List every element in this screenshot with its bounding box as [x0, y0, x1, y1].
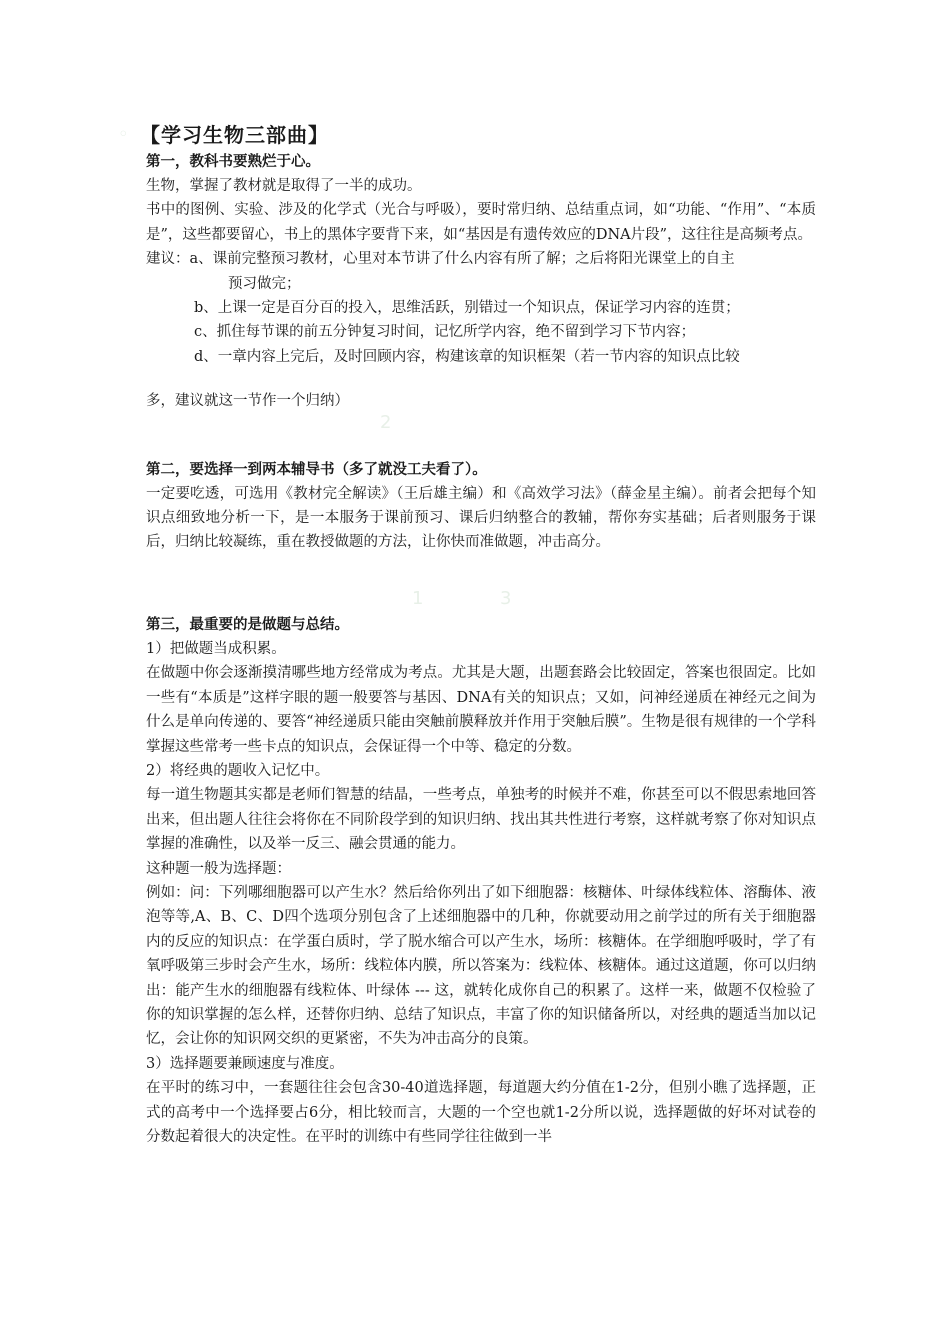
watermark-2: 2 [380, 412, 392, 433]
section-1-paragraph-2: 书中的图例、实验、涉及的化学式（光合与呼吸），要时常归纳、总结重点词，如“功能、“作用”、“本质是”，这些都要留心，书上的黑体字要背下来，如“基因是有遗传效应的DNA片段”，这往往是高频考点。 [146, 202, 816, 243]
watermark-mark: ◦ [118, 124, 129, 145]
suggestion-a: 建议：a、课前完整预习教材，心里对本节讲了什么内容有所了解；之后将阳光课堂上的自主 [146, 251, 735, 268]
suggestion-d: d、一章内容上完后，及时回顾内容，构建该章的知识框架（若一节内容的知识点比较 [194, 348, 740, 365]
section-3-paragraph-5: 在平时的练习中，一套题往往会包含30-40道选择题，每道题大约分值在1-2分，但别小瞧了选择题，正式的高考中一个选择要占6分，相比较而言，大题的一个空也就1-2分所以说，选择题做的好坏对试卷的分数起着很大的决定性。在平时的训练中有些同学往往做到一半 [146, 1080, 816, 1145]
section-3-paragraph-2: 每一道生物题其实都是老师们智慧的结晶，一些考点，单独考的时候并不难，你甚至可以不假思索地回答出来，但出题人往往会将你在不同阶段学到的知识归纳、找出其共性进行考察，这样就考察了你对知识点掌握的准确性，以及举一反三、融会贯通的能力。 [146, 787, 816, 853]
document-title: 【学习生物三部曲】 [140, 123, 329, 147]
section-3-paragraph-4: 例如：问：下列哪细胞器可以产生水？然后给你列出了如下细胞器：核糖体、叶绿体线粒体、溶酶体、液泡等等,A、B、C、D四个选项分别包含了上述细胞器中的几种，你就要动用之前学过的所有关于细胞器内的反应的知识点：在学蛋白质时，学了脱水缩合可以产生水，场所：核糖体。在学细胞呼吸时，学了有氧呼吸第三步时会产生水，场所：线粒体内膜，所以答案为：线粒体、核糖体。通过这道题，你可以归纳出：能产生水的细胞器有线粒体、叶绿体 --- 这，就转化成你自己的积累了。这样一来，做题不仅检验了你的知识掌握的怎么样，还替你归纳、总结了知识点，丰富了你的知识储备所以，对经典的题适当加以记忆，会让你的知识网交织的更紧密，不失为冲击高分的良策。 [146, 884, 816, 1048]
document-body [140, 120, 816, 1149]
suggestion-c: c、抓住每节课的前五分钟复习时间，记忆所学内容，绝不留到学习下节内容； [194, 324, 696, 341]
section-2-paragraph-1: 一定要吃透，可选用《教材完全解读》（王后雄主编）和《高效学习法》（薛金星主编）。前者会把每个知识点细致地分析一下，是一本服务于课前预习、课后归纳整合的教辅，帮你夯实基础；后者则服务于课后，归纳比较凝练，重在教授做题的方法，让你快而准做题，冲击高分。 [146, 485, 816, 551]
section-1-paragraph-1: 生物，掌握了教材就是取得了一半的成功。 [146, 178, 422, 194]
watermark-3: 3 [500, 588, 512, 609]
section-3-item-1: 1）把做题当成积累。 [146, 640, 286, 657]
suggestion-a-cont: 预习做完； [228, 275, 301, 292]
section-3-item-2: 2）将经典的题收入记忆中。 [146, 762, 330, 779]
section-2-heading: 第二，要选择一到两本辅导书（多了就没工夫看了）。 [146, 461, 487, 478]
section-3-paragraph-1: 在做题中你会逐渐摸清哪些地方经常成为考点。尤其是大题，出题套路会比较固定，答案也很固定。比如一些有“本质是”这样字眼的题一般要答与基因、DNA有关的知识点；又如，问神经递质在神经元之间为什么是单向传递的、要答“神经递质只能由突触前膜释放并作用于突触后膜”。生物是很有规律的一个学科掌握这些常考一些卡点的知识点，会保证得一个中等、稳定的分数。 [146, 665, 816, 755]
section-2 [146, 458, 816, 555]
section-3-item-3: 3）选择题要兼顾速度与准度。 [146, 1055, 344, 1072]
section-1-heading: 第一，教科书要熟烂于心。 [146, 154, 320, 170]
suggestion-d-cont: 多，建议就这一节作一个归纳） [146, 393, 349, 410]
watermark-1: 1 [412, 588, 424, 609]
section-3-heading: 第三，最重要的是做题与总结。 [146, 616, 349, 633]
suggestion-b: b、上课一定是百分百的投入，思维活跃，别错过一个知识点，保证学习内容的连贯； [194, 300, 740, 317]
section-1 [146, 150, 816, 414]
section-3 [146, 613, 816, 1150]
section-3-paragraph-3: 这种题一般为选择题： [146, 860, 291, 877]
